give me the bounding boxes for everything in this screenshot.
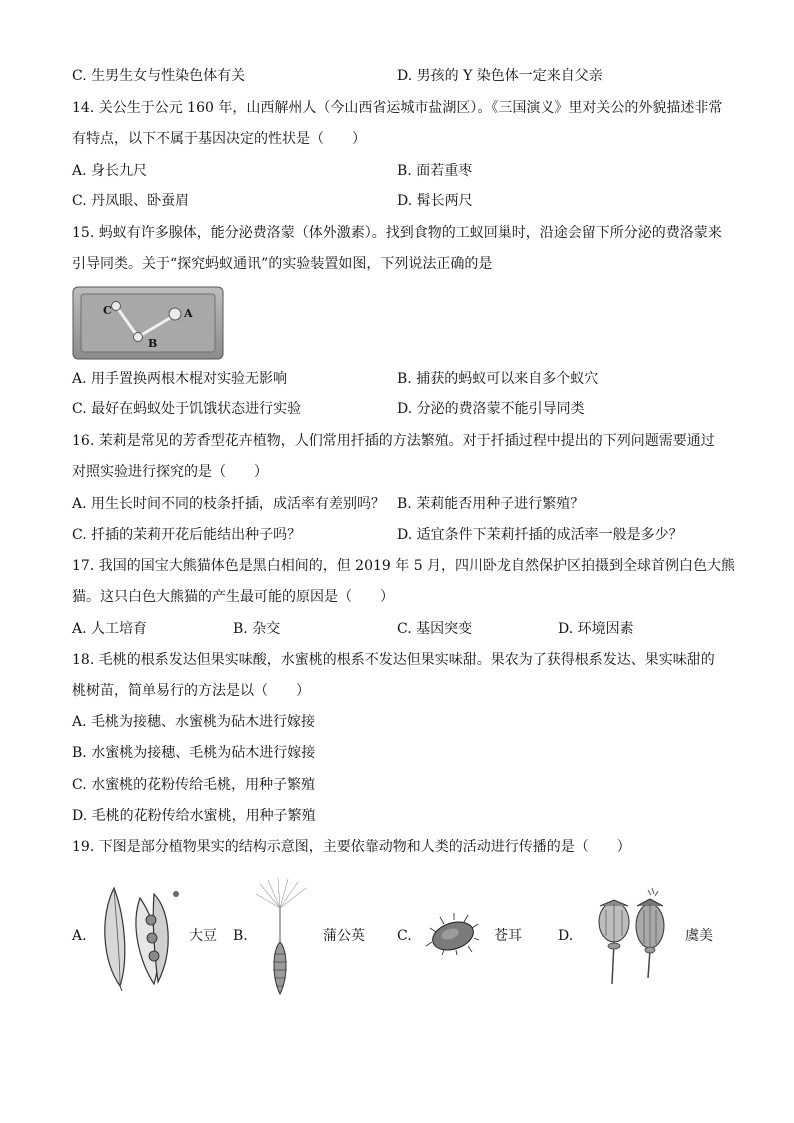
q19-option-b-letter: B.	[233, 928, 248, 944]
q18-option-d: D. 毛桃的花粉传给水蜜桃，用种子繁殖	[72, 808, 316, 824]
q18-option-c: C. 水蜜桃的花粉传给毛桃，用种子繁殖	[72, 777, 316, 793]
q14-stem-line1: 14. 关公生于公元 160 年，山西解州人（今山西省运城市盐湖区）。《三国演义》里对关公的外貌描述非常	[72, 100, 723, 116]
q19-option-d-letter: D.	[558, 928, 574, 944]
q19-option-c-letter: C.	[397, 928, 412, 944]
figure-label-a: A	[184, 307, 193, 320]
q16-option-b: B. 茉莉能否用种子进行繁殖？	[397, 496, 585, 512]
poppy-capsule-icon	[592, 886, 670, 986]
q14-option-a: A. 身长九尺	[72, 163, 148, 179]
figure-label-b: B	[148, 337, 158, 350]
q14-stem-line2: 有特点，以下不属于基因决定的性状是（ ）	[72, 131, 366, 147]
q17-option-b: B. 杂交	[233, 621, 281, 637]
q16-option-a: A. 用生长时间不同的枝条扦插，成活率有差别吗？	[72, 496, 386, 512]
q18-option-a: A. 毛桃为接穗、水蜜桃为砧木进行嫁接	[72, 714, 316, 730]
q17-option-a: A. 人工培育	[72, 621, 148, 637]
q17-option-d: D. 环境因素	[558, 621, 634, 637]
dandelion-seed-icon	[252, 878, 312, 998]
q19-option-b-name: 蒲公英	[323, 928, 365, 944]
q19-option-c-name: 苍耳	[494, 928, 522, 944]
q15-option-d: D. 分泌的费洛蒙不能引导同类	[397, 401, 585, 417]
q18-stem-line2: 桃树苗，简单易行的方法是以（ ）	[72, 683, 310, 699]
q17-stem-line1: 17. 我国的国宝大熊猫体色是黑白相间的，但 2019 年 5 月，四川卧龙自然保护区拍摄到全球首例白色大熊	[72, 558, 736, 574]
q15-option-b: B. 捕获的蚂蚁可以来自多个蚁穴	[397, 371, 599, 387]
q14-option-b: B. 面若重枣	[397, 163, 473, 179]
q17-stem-line2: 猫。这只白色大熊猫的产生最可能的原因是（ ）	[72, 589, 394, 605]
q15-option-a: A. 用手置换两根木棍对实验无影响	[72, 371, 288, 387]
q19-stem-line1: 19. 下图是部分植物果实的结构示意图，主要依靠动物和人类的活动进行传播的是（ ）	[72, 839, 631, 855]
q16-option-c: C. 扦插的茉莉开花后能结出种子吗？	[72, 527, 302, 543]
q19-option-d-name: 虞美	[685, 928, 713, 944]
q15-stem-line1: 15. 蚂蚁有许多腺体，能分泌费洛蒙（体外激素）。找到食物的工蚁回巢时，沿途会留下所分泌的费洛蒙来	[72, 225, 722, 241]
q16-stem-line2: 对照实验进行探究的是（ ）	[72, 464, 268, 480]
q18-option-b: B. 水蜜桃为接穗、毛桃为砧木进行嫁接	[72, 745, 316, 761]
q15-stem-line2: 引导同类。关于“探究蚂蚁通讯”的实验装置如图，下列说法正确的是	[72, 256, 493, 272]
q16-stem-line1: 16. 茉莉是常见的芳香型花卉植物，人们常用扦插的方法繁殖。对于扦插过程中提出的下列问题需要通过	[72, 433, 715, 449]
q19-option-a-letter: A.	[72, 928, 87, 944]
q13-option-c: C. 生男生女与性染色体有关	[72, 68, 246, 84]
q16-option-d: D. 适宜条件下茉莉扦插的成活率一般是多少？	[397, 527, 683, 543]
q17-option-c: C. 基因突变	[397, 621, 473, 637]
cocklebur-fruit-icon	[424, 912, 480, 956]
figure-label-c: C	[103, 304, 112, 317]
q19-option-a-name: 大豆	[189, 928, 217, 944]
q15-option-c: C. 最好在蚂蚁处于饥饿状态进行实验	[72, 401, 302, 417]
q18-stem-line1: 18. 毛桃的根系发达但果实味酸，水蜜桃的根系不发达但果实味甜。果农为了获得根系发达、果实味甜的	[72, 652, 715, 668]
q14-option-d: D. 髯长两尺	[397, 193, 473, 209]
ant-experiment-figure	[72, 286, 224, 360]
q13-option-d: D. 男孩的 Y 染色体一定来自父亲	[397, 68, 603, 84]
q14-option-c: C. 丹凤眼、卧蚕眉	[72, 193, 190, 209]
soybean-pod-icon	[96, 880, 188, 992]
